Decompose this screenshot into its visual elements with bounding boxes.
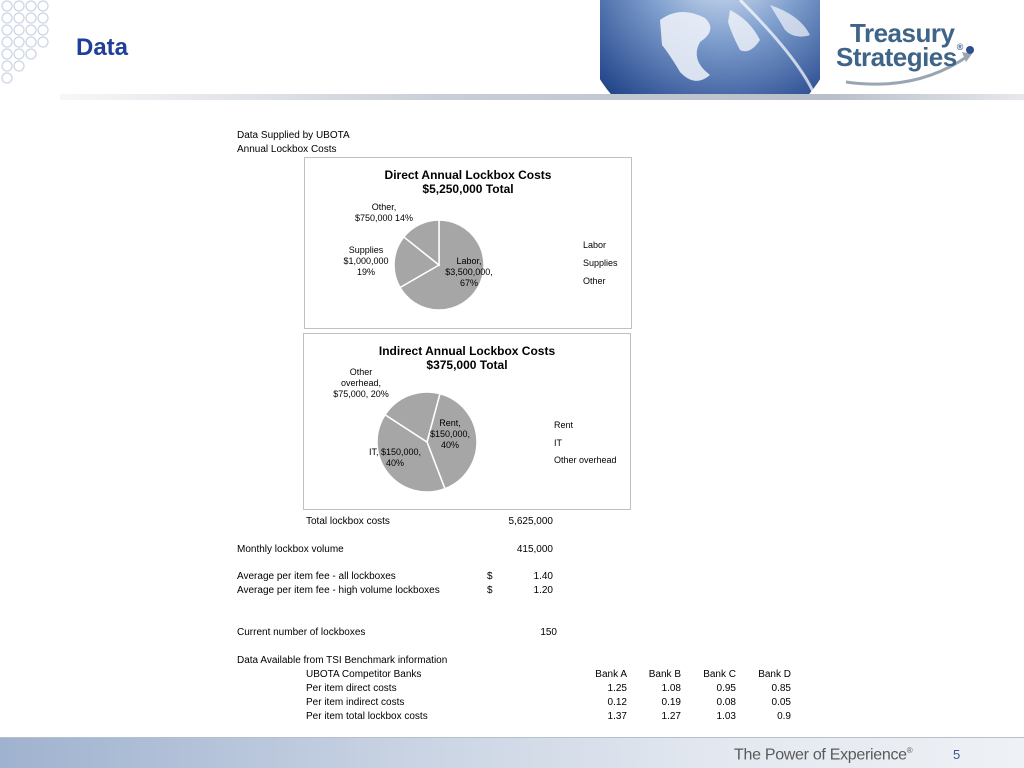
pie-label-other: Other, $750,000 14% <box>354 202 414 223</box>
logo-line-1: Treasury <box>850 18 955 48</box>
decorative-circles-pattern <box>0 0 56 96</box>
direct-chart-subtitle: $5,250,000 Total <box>422 182 514 196</box>
globe-graphic <box>600 0 820 96</box>
pie-label-rent: Rent, $150,000, 40% <box>429 418 471 450</box>
table-cell: 0.12 <box>607 697 627 708</box>
table-cell: 1.27 <box>661 711 681 722</box>
tagline-registered-mark: ® <box>906 746 913 755</box>
source-line: Data Supplied by UBOTA <box>237 130 350 141</box>
indirect-chart-subtitle: $375,000 Total <box>426 358 508 372</box>
sub-line: Annual Lockbox Costs <box>237 144 337 155</box>
lockbox-count-value: 150 <box>540 627 557 638</box>
monthly-volume-value: 415,000 <box>516 544 553 555</box>
benchmark-header-label: UBOTA Competitor Banks <box>306 669 422 680</box>
monthly-volume-label: Monthly lockbox volume <box>237 544 344 555</box>
table-cell: 1.03 <box>716 711 736 722</box>
fee-all-value: 1.40 <box>533 571 553 582</box>
table-cell: 0.9 <box>777 711 791 722</box>
fee-high-label: Average per item fee - high volume lockboxes <box>237 585 440 596</box>
total-costs-label: Total lockbox costs <box>306 516 390 527</box>
column-header-bank-b: Bank B <box>648 669 681 680</box>
table-cell: 1.08 <box>661 683 681 694</box>
table-cell: 0.08 <box>716 697 736 708</box>
fee-all-currency: $ <box>487 571 493 582</box>
legend-item-rent: Rent <box>554 420 574 430</box>
direct-costs-chart <box>304 157 632 329</box>
pie-label-labor: Labor, $3,500,000, 67% <box>445 256 493 288</box>
treasury-strategies-logo <box>836 8 986 90</box>
direct-chart-title: Direct Annual Lockbox Costs <box>384 168 552 182</box>
table-cell: 0.95 <box>716 683 736 694</box>
row-label-total: Per item total lockbox costs <box>306 711 428 722</box>
page-number: 5 <box>953 747 961 762</box>
tagline: The Power of Experience® <box>734 746 913 764</box>
column-header-bank-a: Bank A <box>595 669 627 680</box>
fee-all-label: Average per item fee - all lockboxes <box>237 571 396 582</box>
lockbox-count-label: Current number of lockboxes <box>237 627 366 638</box>
logo-registered-mark: ® <box>956 42 963 52</box>
table-cell: 0.85 <box>771 683 791 694</box>
fee-high-value: 1.20 <box>533 585 553 596</box>
benchmark-heading: Data Available from TSI Benchmark information <box>237 655 448 666</box>
slide-header <box>0 0 1024 96</box>
row-label-direct: Per item direct costs <box>306 683 397 694</box>
table-cell: 0.19 <box>661 697 681 708</box>
column-header-bank-d: Bank D <box>758 669 791 680</box>
slide-title: Data <box>76 34 129 61</box>
column-header-bank-c: Bank C <box>703 669 736 680</box>
legend-item-it: IT <box>554 438 562 448</box>
pie-label-supplies: Supplies $1,000,000 19% <box>343 245 389 277</box>
pie-label-it: IT, $150,000, 40% <box>368 447 422 468</box>
legend-item-other-overhead: Other overhead <box>554 455 617 465</box>
fee-high-currency: $ <box>487 585 493 596</box>
legend-item-labor: Labor <box>583 240 607 250</box>
indirect-chart-title: Indirect Annual Lockbox Costs <box>378 344 556 358</box>
total-costs-value: 5,625,000 <box>508 516 553 527</box>
legend-item-other: Other <box>583 276 606 286</box>
table-cell: 0.05 <box>771 697 791 708</box>
pie-label-other-overhead: Other overhead, $75,000, 20% <box>333 367 389 399</box>
table-cell: 1.25 <box>607 683 627 694</box>
row-label-indirect: Per item indirect costs <box>306 697 405 708</box>
indirect-costs-chart <box>303 333 631 510</box>
header-divider <box>60 94 1024 100</box>
legend-item-supplies: Supplies <box>583 258 618 268</box>
table-cell: 1.37 <box>607 711 627 722</box>
logo-line-2: Strategies® <box>836 42 963 72</box>
